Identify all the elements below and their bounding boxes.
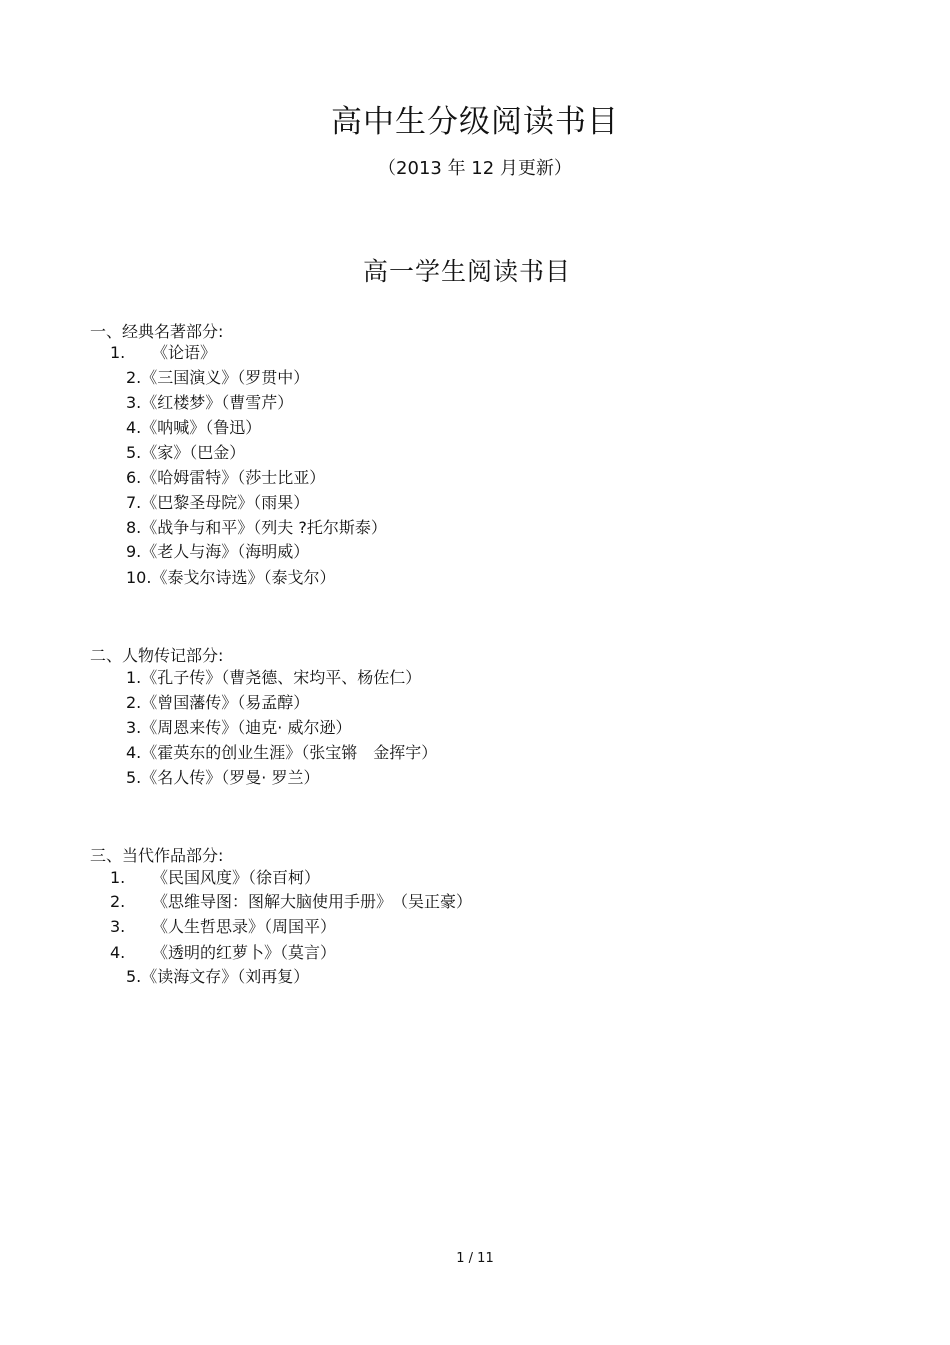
item-text: 《透明的红萝卜》（莫言） <box>152 943 337 962</box>
item-text: 《曾国藩传》（易孟醇） <box>141 693 310 712</box>
item-text: 《老人与海》（海明威） <box>141 542 310 561</box>
item-number: 6. <box>126 468 142 487</box>
item-number: 4. <box>110 943 126 962</box>
list-item <box>110 868 320 888</box>
document-subtitle: （2013 年 12 月更新） <box>378 158 572 179</box>
item-number: 7. <box>126 493 142 512</box>
list-item <box>110 343 216 363</box>
document-title: 高中生分级阅读书目 <box>331 104 619 140</box>
list-item <box>126 743 437 763</box>
item-text: 《呐喊》（鲁迅） <box>141 418 262 437</box>
list-item <box>126 493 309 513</box>
list-item <box>126 693 309 713</box>
item-text: 《论语》 <box>152 343 217 362</box>
item-text: 《红楼梦》（曹雪芹） <box>141 393 294 412</box>
list-item <box>126 542 309 562</box>
list-item <box>126 393 293 413</box>
item-text: 《读海文存》（刘再复） <box>141 967 310 986</box>
list-item <box>126 518 387 538</box>
item-number: 3. <box>126 393 142 412</box>
item-number: 1. <box>110 343 126 362</box>
list-item <box>126 668 421 688</box>
list-item <box>126 718 351 738</box>
category-heading-biographies: 二、人物传记部分: <box>90 646 224 665</box>
list-item <box>126 967 309 987</box>
item-text: 《思维导图：图解大脑使用手册》 （吴正豪） <box>152 892 473 911</box>
item-text: 《巴黎圣母院》（雨果） <box>141 493 310 512</box>
list-item <box>126 468 325 488</box>
item-text: 《家》（巴金） <box>141 443 246 462</box>
item-text: 《民国风度》（徐百柯） <box>152 868 321 887</box>
item-number: 5. <box>126 967 142 986</box>
item-number: 8. <box>126 518 142 537</box>
item-text: 《周恩来传》（迪克· 威尔逊） <box>141 718 352 737</box>
item-number: 5. <box>126 443 142 462</box>
list-item <box>126 768 319 788</box>
item-number: 4. <box>126 418 142 437</box>
list-item <box>110 892 472 912</box>
item-number: 2. <box>126 693 142 712</box>
item-number: 1. <box>126 668 142 687</box>
item-text: 《战争与和平》（列夫 ?托尔斯泰） <box>141 518 387 537</box>
list-item <box>126 418 261 438</box>
category-heading-classics: 一、经典名著部分: <box>90 322 224 341</box>
list-item <box>126 443 245 463</box>
item-number: 3. <box>110 917 126 936</box>
item-text: 《名人传》（罗曼· 罗兰） <box>141 768 320 787</box>
item-text: 《哈姆雷特》（莎士比亚） <box>141 468 326 487</box>
list-item <box>126 368 309 388</box>
item-number: 4. <box>126 743 142 762</box>
item-text: 《霍英东的创业生涯》（张宝锵 金挥宇） <box>141 743 438 762</box>
page-number: 1 / 11 <box>456 1251 494 1266</box>
list-item <box>126 568 335 588</box>
list-item <box>110 917 336 937</box>
item-text: 《人生哲思录》（周国平） <box>152 917 337 936</box>
section-title: 高一学生阅读书目 <box>362 257 571 286</box>
category-heading-contemporary: 三、当代作品部分: <box>90 846 224 865</box>
item-text: 《三国演义》（罗贯中） <box>141 368 310 387</box>
item-number: 5. <box>126 768 142 787</box>
item-number: 2. <box>126 368 142 387</box>
item-number: 1. <box>110 868 126 887</box>
item-number: 3. <box>126 718 142 737</box>
item-number: 9. <box>126 542 142 561</box>
item-number: 10. <box>126 568 152 587</box>
list-item <box>110 943 336 963</box>
item-text: 《孔子传》（曹尧德、宋均平、杨佐仁） <box>141 668 422 687</box>
item-number: 2. <box>110 892 126 911</box>
item-text: 《泰戈尔诗选》（泰戈尔） <box>151 568 336 587</box>
